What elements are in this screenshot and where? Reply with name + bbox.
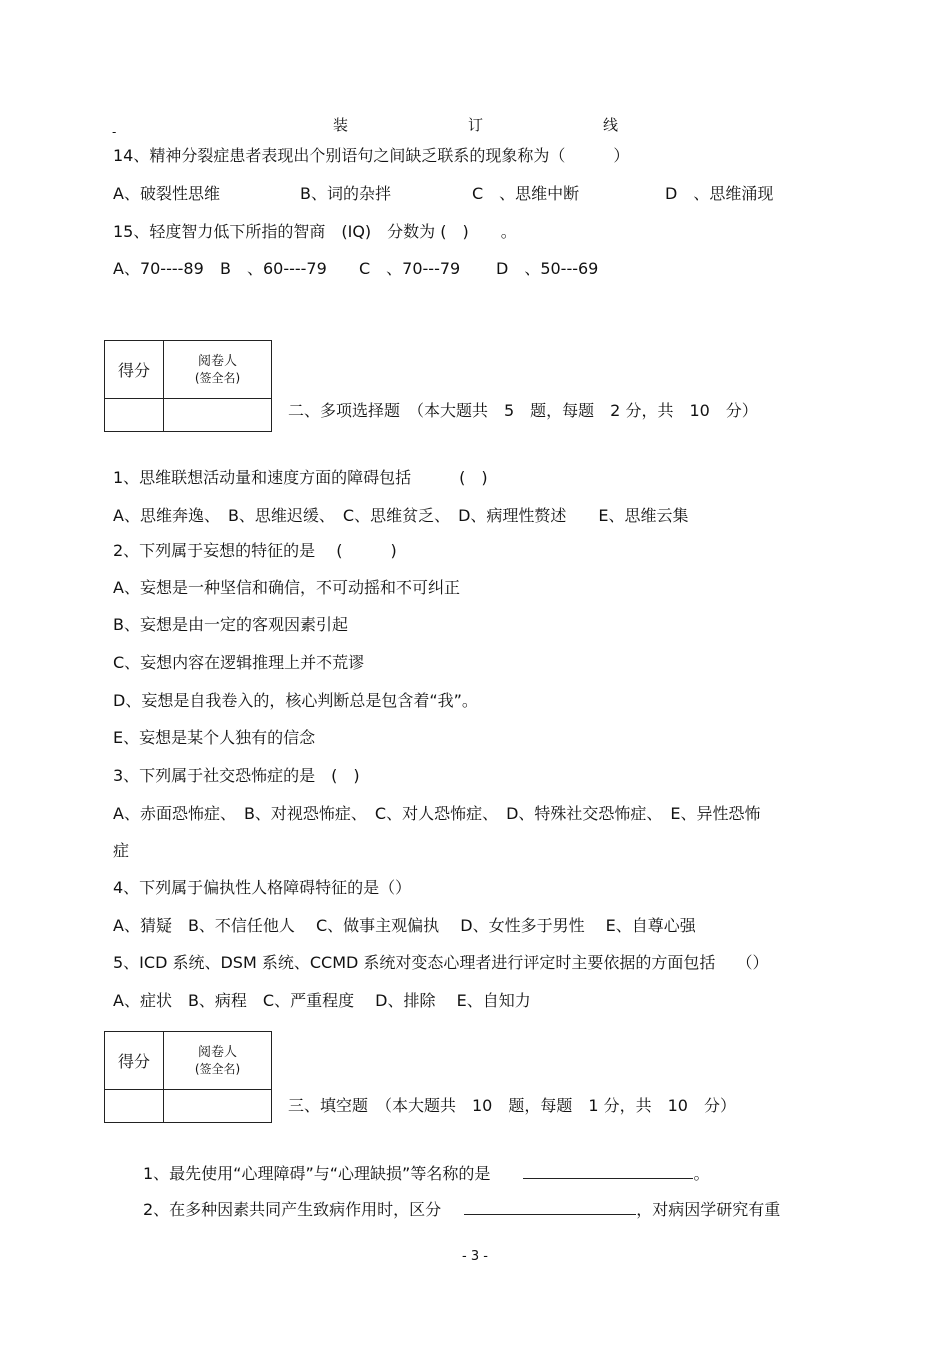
mc-question-4: 4、下列属于偏执性人格障碍特征的是（） bbox=[113, 878, 412, 897]
reviewer-label: 阅卷人 bbox=[197, 1044, 237, 1060]
binding-char-xian: 线 bbox=[603, 116, 619, 134]
reviewer-sub: (签全名) bbox=[194, 370, 241, 385]
score-input-cell[interactable] bbox=[105, 1090, 164, 1123]
score-box-section-3 bbox=[104, 1031, 272, 1123]
reviewer-sub: (签全名) bbox=[194, 1061, 241, 1076]
reviewer-label: 阅卷人 bbox=[197, 353, 237, 369]
fill-blank-2[interactable] bbox=[464, 1198, 636, 1215]
binding-char-ding: 订 bbox=[468, 116, 484, 134]
fill-question-2 bbox=[143, 1198, 780, 1220]
score-label: 得分 bbox=[105, 341, 164, 399]
option: D 、50---69 bbox=[496, 259, 599, 278]
mc-question-1-options: A、思维奔逸、 B、思维迟缓、 C、思维贫乏、 D、病理性赘述 E、思维云集 bbox=[113, 506, 689, 525]
mc-question-2-option-e: E、妄想是某个人独有的信念 bbox=[113, 728, 316, 747]
score-input-cell[interactable] bbox=[105, 399, 164, 432]
section-3-title: 三、填空题 （本大题共 10 题，每题 1 分，共 10 分） bbox=[288, 1096, 736, 1115]
mc-question-5-options: A、症状 B、病程 C、严重程度 D、排除 E、自知力 bbox=[113, 991, 531, 1010]
mc-question-3-options: A、赤面恐怖症、 B、对视恐怖症、 C、对人恐怖症、 D、特殊社交恐怖症、 E、异性恐怖 bbox=[113, 804, 761, 823]
section-2-title: 二、多项选择题 （本大题共 5 题，每题 2 分，共 10 分） bbox=[288, 401, 758, 420]
mc-question-4-options: A、猜疑 B、不信任他人 C、做事主观偏执 D、女性多于男性 E、自尊心强 bbox=[113, 916, 696, 935]
question-15: 15、轻度智力低下所指的智商 (IQ) 分数为 ( ) 。 bbox=[113, 222, 517, 241]
page-number: - 3 - bbox=[462, 1249, 488, 1264]
option: A、破裂性思维 bbox=[113, 184, 220, 203]
mc-question-2-option-c: C、妄想内容在逻辑推理上并不荒谬 bbox=[113, 653, 365, 672]
fill-question-2-end: ，对病因学研究有重 bbox=[636, 1200, 781, 1219]
reviewer-input-cell[interactable] bbox=[164, 399, 272, 432]
mc-question-2: 2、下列属于妄想的特征的是 ( ) bbox=[113, 541, 397, 560]
mc-question-2-option-d: D、妄想是自我卷入的，核心判断总是包含着“我”。 bbox=[113, 691, 478, 710]
option: D 、思维涌现 bbox=[665, 184, 774, 203]
reviewer-input-cell[interactable] bbox=[164, 1090, 272, 1123]
reviewer-cell bbox=[164, 341, 272, 399]
mc-question-3-options-wrap: 症 bbox=[113, 841, 130, 860]
option: A、70----89 bbox=[113, 259, 204, 278]
fill-question-2-text: 2、在多种因素共同产生致病作用时，区分 bbox=[143, 1200, 442, 1219]
option: B 、60----79 bbox=[220, 259, 327, 278]
mc-question-2-option-b: B、妄想是由一定的客观因素引起 bbox=[113, 615, 348, 634]
reviewer-cell bbox=[164, 1032, 272, 1090]
binding-char-zhuang: 装 bbox=[333, 116, 349, 134]
fill-blank-1[interactable] bbox=[523, 1162, 693, 1179]
margin-mark: - bbox=[112, 125, 117, 139]
mc-question-2-option-a: A、妄想是一种坚信和确信，不可动摇和不可纠正 bbox=[113, 578, 460, 597]
score-label: 得分 bbox=[105, 1032, 164, 1090]
score-box-section-2 bbox=[104, 340, 272, 432]
option: C 、70---79 bbox=[359, 259, 461, 278]
fill-question-1-text: 1、最先使用“心理障碍”与“心理缺损”等名称的是 bbox=[143, 1164, 491, 1183]
option: C 、思维中断 bbox=[472, 184, 580, 203]
question-14: 14、精神分裂症患者表现出个别语句之间缺乏联系的现象称为（ ） bbox=[113, 146, 630, 165]
fill-question-1-end: 。 bbox=[693, 1164, 710, 1183]
mc-question-5: 5、ICD 系统、DSM 系统、CCMD 系统对变态心理者进行评定时主要依据的方面包括 （） bbox=[113, 953, 769, 972]
mc-question-3: 3、下列属于社交恐怖症的是 ( ) bbox=[113, 766, 360, 785]
option: B、词的杂拌 bbox=[300, 184, 391, 203]
fill-question-1 bbox=[143, 1162, 709, 1184]
mc-question-1: 1、思维联想活动量和速度方面的障碍包括 ( ) bbox=[113, 468, 488, 487]
